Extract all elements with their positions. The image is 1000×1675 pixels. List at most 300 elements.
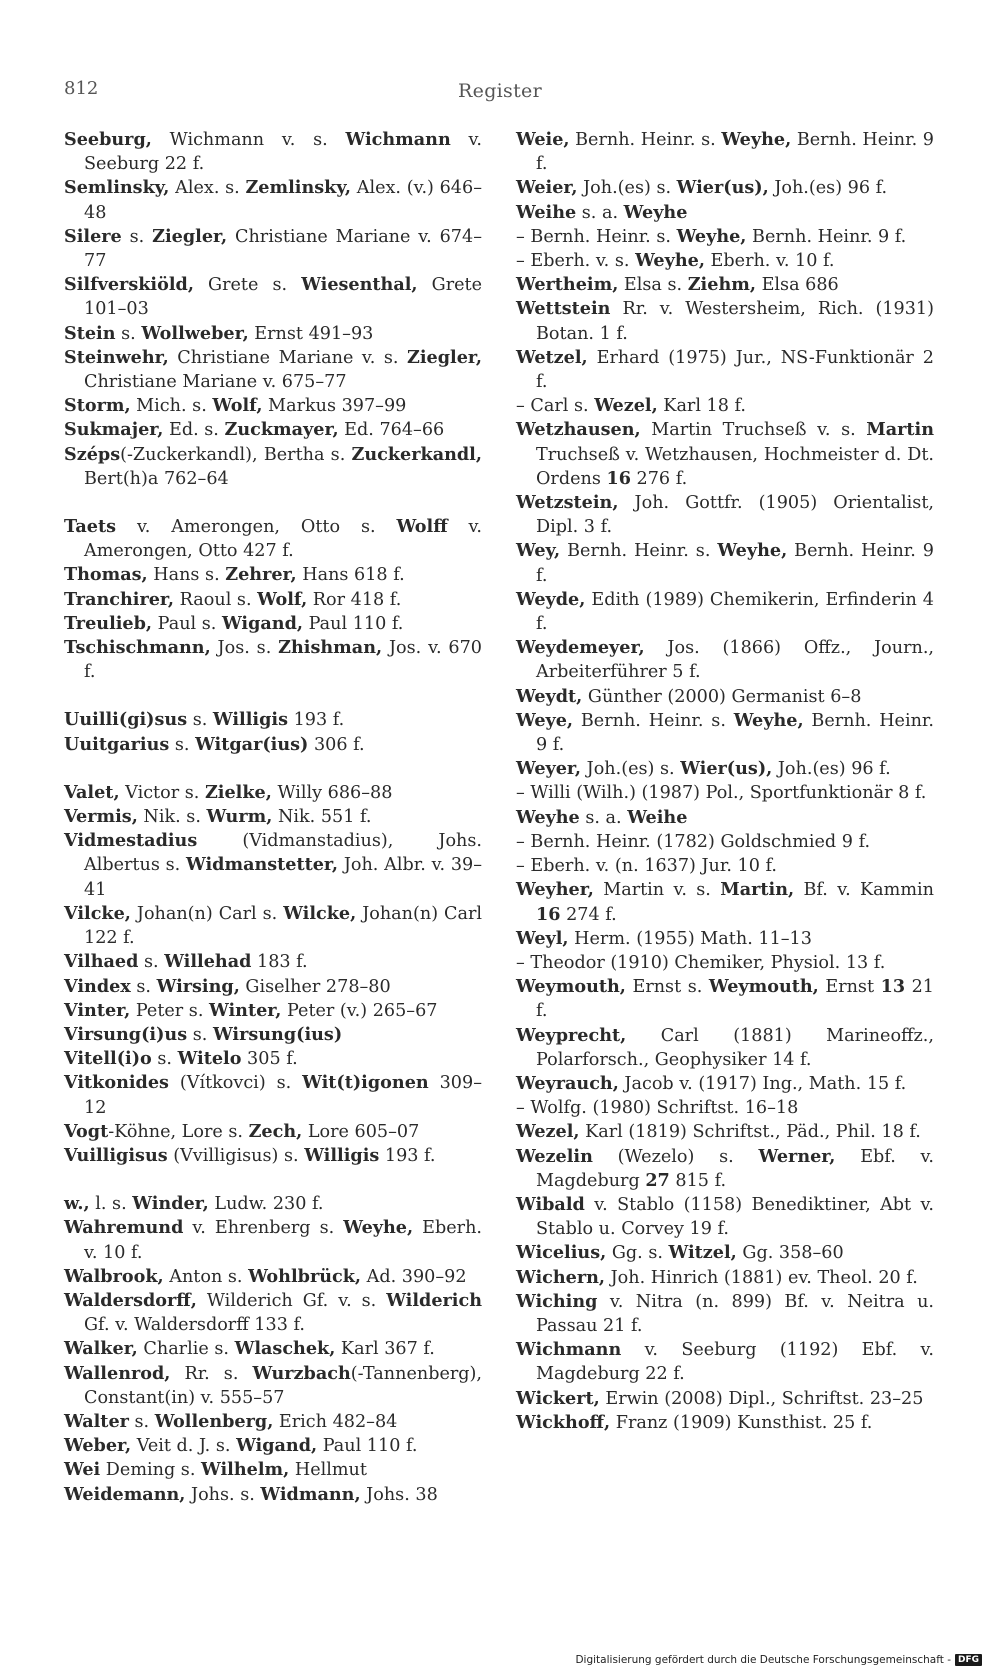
entry-headword: Széps bbox=[64, 443, 121, 465]
entry-text: 815 f. bbox=[669, 1170, 727, 1191]
entry-text: Jos. (1866) Offz., Journ., Arbeiterführer 5 f. bbox=[536, 638, 934, 683]
entry-text: Joh.(es) s. bbox=[577, 178, 677, 199]
entry-headword: Zielke, bbox=[204, 781, 272, 803]
index-entry bbox=[516, 588, 934, 636]
entry-headword: Vilhaed bbox=[64, 951, 139, 973]
entry-headword: Weye, bbox=[516, 709, 574, 731]
index-entry bbox=[64, 1192, 482, 1216]
index-entry bbox=[516, 878, 934, 926]
entry-headword: Willehad bbox=[164, 951, 252, 973]
entry-text: Joh.(es) 96 f. bbox=[772, 759, 891, 780]
entry-headword: Wettstein bbox=[516, 298, 611, 320]
entry-headword: Uuilli(gi)sus bbox=[64, 709, 188, 731]
index-entry bbox=[516, 225, 934, 249]
page-number: 812 bbox=[64, 78, 99, 99]
entry-headword: Semlinsky, bbox=[64, 177, 170, 199]
index-entry bbox=[516, 975, 934, 1023]
entry-text: Joh.(es) 96 f. bbox=[768, 178, 888, 199]
entry-headword: Zuckmayer, bbox=[224, 419, 339, 441]
entry-headword: Weie, bbox=[516, 129, 570, 150]
entry-text: s. a. bbox=[579, 807, 628, 828]
entry-text: Alex. (v.) 646–48 bbox=[84, 178, 482, 223]
entry-headword: Weidemann, bbox=[64, 1483, 186, 1505]
index-entry bbox=[64, 1337, 482, 1361]
index-entry bbox=[64, 975, 482, 999]
index-entry bbox=[516, 176, 934, 200]
entry-headword: Weyhe, bbox=[343, 1217, 414, 1239]
entry-text: Rr. v. Westersheim, Rich. (1931) Botan. 1 f. bbox=[536, 299, 934, 344]
index-entry bbox=[516, 1387, 934, 1411]
index-entry bbox=[64, 128, 482, 176]
entry-headword: Weyhe, bbox=[676, 225, 747, 247]
entry-text: Victor s. bbox=[119, 782, 205, 803]
index-entry bbox=[64, 1120, 482, 1144]
index-entry bbox=[516, 854, 934, 878]
entry-text: v. Ehrenberg s. bbox=[183, 1218, 344, 1239]
index-entry bbox=[516, 128, 934, 176]
index-entry bbox=[516, 201, 934, 225]
entry-text: Bernh. Heinr. 9 f. bbox=[536, 541, 934, 586]
entry-text: Erwin (2008) Dipl., Schriftst. 23–25 bbox=[599, 1388, 924, 1409]
entry-text: s. bbox=[187, 710, 213, 731]
entry-headword: Wit(t)igonen bbox=[302, 1072, 429, 1094]
index-entry bbox=[64, 708, 482, 732]
entry-text: (-Zuckerkandl), Bertha s. bbox=[120, 444, 352, 465]
entry-text: Markus 397–99 bbox=[262, 396, 407, 417]
entry-headword: Weihe bbox=[627, 806, 688, 828]
entry-headword: Wilcke, bbox=[283, 902, 357, 924]
entry-text: Jos. s. bbox=[210, 638, 279, 659]
entry-text: s. bbox=[138, 952, 165, 973]
index-entry bbox=[516, 1024, 934, 1072]
entry-headword: Waldersdorff, bbox=[64, 1289, 197, 1311]
index-entry bbox=[64, 346, 482, 394]
entry-headword: Zhishman, bbox=[278, 637, 383, 659]
entry-headword: Weydemeyer, bbox=[516, 637, 645, 659]
entry-text: Grete 101–03 bbox=[84, 275, 482, 320]
entry-headword: Wigand, bbox=[236, 1435, 318, 1457]
entry-headword: 16 bbox=[536, 903, 561, 925]
index-entry bbox=[64, 950, 482, 974]
entry-text: Günther (2000) Germanist 6–8 bbox=[582, 686, 862, 707]
index-entry bbox=[516, 1338, 934, 1386]
entry-headword: Weyer, bbox=[516, 758, 582, 780]
entry-headword: Valet, bbox=[64, 781, 120, 803]
entry-headword: Weyhe, bbox=[717, 540, 788, 562]
entry-headword: Weyhe, bbox=[733, 709, 804, 731]
entry-text: Charlie s. bbox=[137, 1339, 235, 1360]
entry-text: Ernst s. bbox=[625, 977, 709, 998]
entry-text: (Wezelo) s. bbox=[592, 1146, 759, 1167]
footer-credit: Digitalisierung gefördert durch die Deutsche Forschungsgemeinschaft - bbox=[575, 1654, 951, 1666]
entry-headword: Wiching bbox=[516, 1290, 598, 1312]
entry-text: (Vidmanstadius), Johs. Albertus s. bbox=[84, 831, 482, 876]
entry-headword: Wolff bbox=[396, 516, 448, 538]
entry-headword: Weyhe bbox=[516, 806, 580, 828]
entry-headword: Vitkonides bbox=[64, 1072, 169, 1094]
entry-headword: Ziegler, bbox=[406, 346, 482, 368]
entry-text: Erich 482–84 bbox=[273, 1411, 398, 1432]
entry-headword: Weber, bbox=[64, 1435, 132, 1457]
entry-headword: Silfverskiöld, bbox=[64, 274, 194, 296]
entry-text: Bernh. Heinr. 9 f. bbox=[536, 130, 935, 175]
entry-headword: Seeburg, bbox=[64, 129, 152, 150]
index-entry bbox=[64, 612, 482, 636]
entry-headword: Winter, bbox=[209, 999, 282, 1021]
index-entry bbox=[64, 1071, 482, 1119]
entry-headword: Winder, bbox=[132, 1193, 209, 1215]
entry-text: – Eberh. v. s. bbox=[516, 251, 636, 272]
entry-headword: Wickert, bbox=[516, 1387, 600, 1409]
index-entry bbox=[64, 781, 482, 805]
entry-headword: Wetzel, bbox=[516, 346, 588, 368]
entry-text: Jacob v. (1917) Ing., Math. 15 f. bbox=[618, 1073, 907, 1094]
entry-text: Bernh. Heinr. s. bbox=[560, 541, 718, 562]
entry-text: Ed. 764–66 bbox=[338, 420, 445, 441]
entry-text: Wichmann v. s. bbox=[151, 130, 346, 150]
entry-headword: Wezelin bbox=[516, 1145, 593, 1167]
index-entry bbox=[64, 636, 482, 684]
entry-headword: Wilderich bbox=[386, 1289, 482, 1311]
entry-headword: Zemlinsky, bbox=[245, 177, 352, 199]
index-entry bbox=[64, 1410, 482, 1434]
entry-headword: Wicelius, bbox=[516, 1242, 607, 1264]
entry-headword: Wichern, bbox=[516, 1266, 606, 1288]
entry-text: Paul 110 f. bbox=[303, 613, 404, 634]
index-entry bbox=[516, 830, 934, 854]
entry-headword: Weyhe, bbox=[721, 129, 792, 150]
entry-text: Giselher 278–80 bbox=[239, 976, 391, 997]
entry-text: Gg. 358–60 bbox=[736, 1243, 844, 1264]
index-entry bbox=[64, 1289, 482, 1337]
entry-headword: Weyher, bbox=[516, 879, 594, 901]
entry-text: (Vvilligisus) s. bbox=[167, 1145, 305, 1166]
entry-headword: Vermis, bbox=[64, 806, 138, 828]
index-entry bbox=[516, 781, 934, 805]
index-entry bbox=[64, 1483, 482, 1507]
entry-text: Ludw. 230 f. bbox=[208, 1194, 324, 1215]
index-entry bbox=[64, 829, 482, 902]
index-entry bbox=[64, 1434, 482, 1458]
entry-text: Karl 367 f. bbox=[335, 1339, 435, 1360]
entry-headword: Vinter, bbox=[64, 999, 131, 1021]
index-entry bbox=[516, 273, 934, 297]
entry-headword: Walbrook, bbox=[64, 1265, 164, 1287]
entry-headword: Zehrer, bbox=[225, 564, 297, 586]
entry-text: Rr. s. bbox=[170, 1363, 253, 1384]
index-entry bbox=[64, 563, 482, 587]
entry-text: Raoul s. bbox=[174, 589, 258, 610]
index-entry bbox=[516, 1266, 934, 1290]
entry-text: Ed. s. bbox=[163, 420, 225, 441]
index-entry bbox=[516, 636, 934, 684]
index-entry bbox=[516, 539, 934, 587]
entry-text: 183 f. bbox=[251, 952, 308, 973]
entry-text: v. Stablo (1158) Benediktiner, Abt v. Stablo u. Corvey 19 f. bbox=[536, 1194, 934, 1240]
entry-headword: Weier, bbox=[516, 177, 578, 199]
entry-text: Willy 686–88 bbox=[271, 782, 393, 803]
index-entry bbox=[64, 1265, 482, 1289]
index-entry bbox=[516, 491, 934, 539]
entry-headword: Ziehm, bbox=[687, 274, 756, 296]
footer bbox=[575, 1654, 982, 1666]
index-column-right bbox=[516, 128, 934, 1435]
entry-text: Elsa s. bbox=[618, 275, 688, 296]
entry-headword: Wichmann bbox=[345, 129, 451, 150]
entry-text: – Willi (Wilh.) (1987) Pol., Sportfunktionär 8 f. bbox=[516, 783, 927, 804]
entry-text: Joh.(es) s. bbox=[581, 759, 681, 780]
entry-text: v. Seeburg (1192) Ebf. v. Magdeburg 22 f. bbox=[536, 1340, 934, 1385]
entry-headword: Wier(us), bbox=[680, 758, 773, 780]
entry-text: Hans s. bbox=[147, 565, 226, 586]
index-entry bbox=[516, 418, 934, 491]
index-entry bbox=[516, 346, 934, 394]
index-entry bbox=[516, 806, 934, 830]
entry-text: Johan(n) Carl s. bbox=[130, 903, 284, 924]
entry-text: Mich. s. bbox=[130, 396, 213, 417]
entry-text: s. bbox=[187, 1024, 213, 1045]
index-column-left bbox=[64, 128, 482, 1507]
entry-headword: Wallenrod, bbox=[64, 1362, 171, 1384]
entry-headword: Wei bbox=[64, 1459, 101, 1481]
entry-text: 193 f. bbox=[288, 710, 345, 731]
entry-text: – Theodor (1910) Chemiker, Physiol. 13 f. bbox=[516, 952, 886, 973]
entry-headword: Zech, bbox=[248, 1120, 303, 1142]
entry-text: Ad. 390–92 bbox=[361, 1266, 467, 1287]
index-entry bbox=[516, 1120, 934, 1144]
entry-headword: Tschischmann, bbox=[64, 637, 211, 659]
entry-headword: Steinwehr, bbox=[64, 346, 169, 368]
entry-headword: Weyprecht, bbox=[516, 1024, 627, 1046]
index-entry bbox=[516, 1096, 934, 1120]
entry-text: Veit d. J. s. bbox=[131, 1436, 237, 1457]
entry-headword: Vidmestadius bbox=[64, 830, 198, 852]
entry-headword: Walter bbox=[64, 1410, 129, 1432]
entry-headword: Wezel, bbox=[516, 1121, 580, 1143]
index-entry bbox=[64, 273, 482, 321]
index-entry bbox=[64, 1144, 482, 1168]
entry-text: (Vítkovci) s. bbox=[168, 1073, 303, 1094]
entry-text: Ror 418 f. bbox=[307, 589, 402, 610]
entry-text: -Köhne, Lore s. bbox=[108, 1121, 249, 1142]
entry-headword: Tranchirer, bbox=[64, 588, 175, 610]
entry-headword: Wirsung(ius) bbox=[212, 1023, 343, 1045]
index-entry bbox=[64, 733, 482, 757]
entry-headword: Storm, bbox=[64, 395, 131, 417]
entry-headword: Wetzstein, bbox=[516, 492, 619, 514]
entry-headword: Wilhelm, bbox=[201, 1459, 290, 1481]
index-entry bbox=[64, 443, 482, 491]
entry-text: Hans 618 f. bbox=[296, 565, 405, 586]
index-entry bbox=[64, 225, 482, 273]
entry-text: 21 f. bbox=[536, 977, 934, 1022]
entry-headword: Taets bbox=[64, 516, 117, 538]
entry-text: Wilderich Gf. v. s. bbox=[196, 1290, 387, 1311]
entry-headword: Wahremund bbox=[64, 1217, 184, 1239]
entry-headword: Vogt bbox=[64, 1120, 109, 1142]
index-entry bbox=[64, 902, 482, 950]
entry-text: Eberh. v. 10 f. bbox=[704, 251, 835, 272]
index-entry bbox=[516, 394, 934, 418]
entry-text: 193 f. bbox=[379, 1145, 436, 1166]
entry-headword: Witzel, bbox=[668, 1242, 737, 1264]
entry-text: 274 f. bbox=[560, 904, 617, 925]
entry-headword: Silere bbox=[64, 225, 122, 247]
entry-headword: Wickhoff, bbox=[516, 1411, 611, 1433]
entry-headword: Zuckerkandl, bbox=[351, 443, 482, 465]
entry-headword: Wey, bbox=[516, 540, 561, 562]
entry-headword: Wibald bbox=[516, 1193, 585, 1215]
entry-headword: Wollenberg, bbox=[154, 1410, 274, 1432]
entry-headword: Stein bbox=[64, 322, 116, 344]
entry-headword: Weyl, bbox=[516, 927, 569, 949]
entry-headword: Widmanstetter, bbox=[186, 854, 339, 876]
entry-headword: Weydt, bbox=[516, 685, 583, 707]
entry-headword: Wier(us), bbox=[676, 177, 769, 199]
entry-headword: Weyde, bbox=[516, 588, 586, 610]
index-entry bbox=[64, 515, 482, 563]
index-entry bbox=[516, 249, 934, 273]
entry-headword: Wlaschek, bbox=[234, 1338, 336, 1360]
entry-text: Ernst 491–93 bbox=[248, 323, 374, 344]
entry-text: Peter s. bbox=[130, 1000, 210, 1021]
entry-headword: Virsung(i)us bbox=[64, 1023, 188, 1045]
entry-headword: 27 bbox=[645, 1169, 670, 1191]
entry-headword: Wirsing, bbox=[156, 975, 240, 997]
entry-text: Franz (1909) Kunsthist. 25 f. bbox=[610, 1412, 873, 1433]
index-entry bbox=[64, 1458, 482, 1482]
entry-text: Grete s. bbox=[193, 275, 302, 296]
entry-headword: Martin, bbox=[720, 879, 795, 901]
entry-text: Johs. s. bbox=[185, 1484, 261, 1505]
entry-headword: Weyhe bbox=[623, 201, 688, 223]
entry-text: Hellmut bbox=[289, 1460, 367, 1481]
entry-text: – Bernh. Heinr. s. bbox=[516, 226, 677, 247]
entry-headword: Weymouth, bbox=[516, 976, 626, 998]
entry-headword: Thomas, bbox=[64, 564, 148, 586]
entry-headword: Vuilligisus bbox=[64, 1144, 168, 1166]
entry-text: Bernh. Heinr. s. bbox=[573, 710, 734, 731]
entry-text: v. Amerongen, Otto s. bbox=[116, 517, 397, 538]
running-head: Register bbox=[458, 80, 542, 102]
entry-text: – Wolfg. (1980) Schriftst. 16–18 bbox=[516, 1098, 799, 1119]
entry-headword: Wertheim, bbox=[516, 274, 619, 296]
entry-headword: Wohlbrück, bbox=[248, 1265, 362, 1287]
entry-headword: Wetzhausen, bbox=[516, 419, 641, 441]
entry-text: 306 f. bbox=[308, 734, 365, 755]
entry-headword: 13 bbox=[880, 976, 906, 998]
entry-text: 305 f. bbox=[241, 1049, 298, 1070]
entry-text: Johan(n) Carl 122 f. bbox=[84, 903, 482, 949]
dfg-logo-icon: DFG bbox=[955, 1654, 982, 1666]
index-entry bbox=[516, 1193, 934, 1241]
entry-text: Christiane Mariane v. s. bbox=[168, 347, 407, 368]
entry-text: Bf. v. Kammin bbox=[794, 880, 934, 901]
index-entry bbox=[516, 1411, 934, 1435]
entry-headword: Widmann, bbox=[260, 1483, 361, 1505]
index-entry bbox=[64, 1023, 482, 1047]
entry-headword: Wurm, bbox=[206, 806, 273, 828]
entry-text: Martin v. s. bbox=[593, 880, 721, 901]
entry-headword: Vilcke, bbox=[64, 902, 131, 924]
entry-text: Johs. 38 bbox=[360, 1484, 438, 1505]
entry-text: 309–12 bbox=[84, 1073, 482, 1118]
entry-text: – Eberh. v. (n. 1637) Jur. 10 f. bbox=[516, 856, 777, 877]
entry-text: Jos. v. 670 f. bbox=[84, 638, 482, 683]
entry-headword: Witelo bbox=[177, 1048, 242, 1070]
index-entry bbox=[516, 951, 934, 975]
entry-text: Bernh. Heinr. s. bbox=[569, 130, 722, 150]
entry-text: Martin Truchseß v. s. bbox=[640, 420, 867, 441]
entry-text: Ebf. v. Magdeburg bbox=[536, 1146, 935, 1191]
index-entry bbox=[64, 322, 482, 346]
entry-text: Ernst bbox=[818, 977, 881, 998]
entry-headword: w., bbox=[64, 1193, 90, 1215]
entry-text: (-Tannenberg), Constant(in) v. 555–57 bbox=[84, 1363, 482, 1408]
entry-text: Gg. s. bbox=[606, 1243, 669, 1264]
index-entry bbox=[64, 1047, 482, 1071]
index-entry bbox=[516, 297, 934, 345]
index-entry bbox=[516, 757, 934, 781]
entry-text: Karl (1819) Schriftst., Päd., Phil. 18 f. bbox=[579, 1122, 921, 1143]
entry-text: v. Seeburg 22 f. bbox=[84, 130, 482, 175]
entry-headword: Wurzbach bbox=[252, 1362, 351, 1384]
entry-text: Joh. Albr. v. 39–41 bbox=[84, 855, 482, 900]
entry-headword: Vindex bbox=[64, 975, 131, 997]
entry-headword: Uuitgarius bbox=[64, 733, 170, 755]
index-entry bbox=[516, 1241, 934, 1265]
entry-text: Peter (v.) 265–67 bbox=[281, 1000, 438, 1021]
index-entry bbox=[64, 588, 482, 612]
index-entry bbox=[516, 1072, 934, 1096]
index-entry bbox=[64, 176, 482, 224]
entry-headword: Treulieb, bbox=[64, 612, 153, 634]
entry-headword: Walker, bbox=[64, 1338, 138, 1360]
entry-text: 276 f. bbox=[630, 468, 688, 489]
entry-text: – Carl s. bbox=[516, 396, 595, 417]
index-entry bbox=[516, 1290, 934, 1338]
entry-text: Karl 18 f. bbox=[657, 396, 747, 417]
entry-headword: Sukmajer, bbox=[64, 419, 164, 441]
entry-text: Nik. s. bbox=[137, 807, 207, 828]
index-entry bbox=[516, 927, 934, 951]
entry-text: Truchseß v. Wetzhausen, Hochmeister d. Dt. Ordens bbox=[536, 444, 934, 489]
index-entry bbox=[64, 999, 482, 1023]
index-entry bbox=[64, 805, 482, 829]
entry-headword: Weymouth, bbox=[708, 976, 819, 998]
entry-text: Edith (1989) Chemikerin, Erfinderin 4 f. bbox=[536, 589, 934, 635]
index-entry bbox=[516, 709, 934, 757]
entry-headword: Wolf, bbox=[212, 395, 263, 417]
entry-text: s. bbox=[169, 734, 196, 755]
entry-headword: Wolf, bbox=[257, 588, 308, 610]
entry-text: l. s. bbox=[89, 1194, 133, 1215]
entry-text: s. bbox=[128, 1411, 155, 1432]
entry-headword: Willigis bbox=[304, 1144, 380, 1166]
entry-text: s. bbox=[130, 976, 157, 997]
entry-headword: Wezel, bbox=[594, 395, 658, 417]
entry-text: Lore 605–07 bbox=[302, 1121, 420, 1142]
entry-headword: Ziegler, bbox=[152, 225, 228, 247]
entry-headword: Vitell(i)o bbox=[64, 1048, 152, 1070]
entry-text: s. a. bbox=[576, 202, 624, 223]
index-entry bbox=[64, 418, 482, 442]
entry-text: Paul 110 f. bbox=[317, 1436, 418, 1457]
index-entry bbox=[64, 394, 482, 418]
index-entry bbox=[64, 1362, 482, 1410]
entry-headword: Weyrauch, bbox=[516, 1072, 619, 1094]
entry-text: Deming s. bbox=[100, 1460, 202, 1481]
